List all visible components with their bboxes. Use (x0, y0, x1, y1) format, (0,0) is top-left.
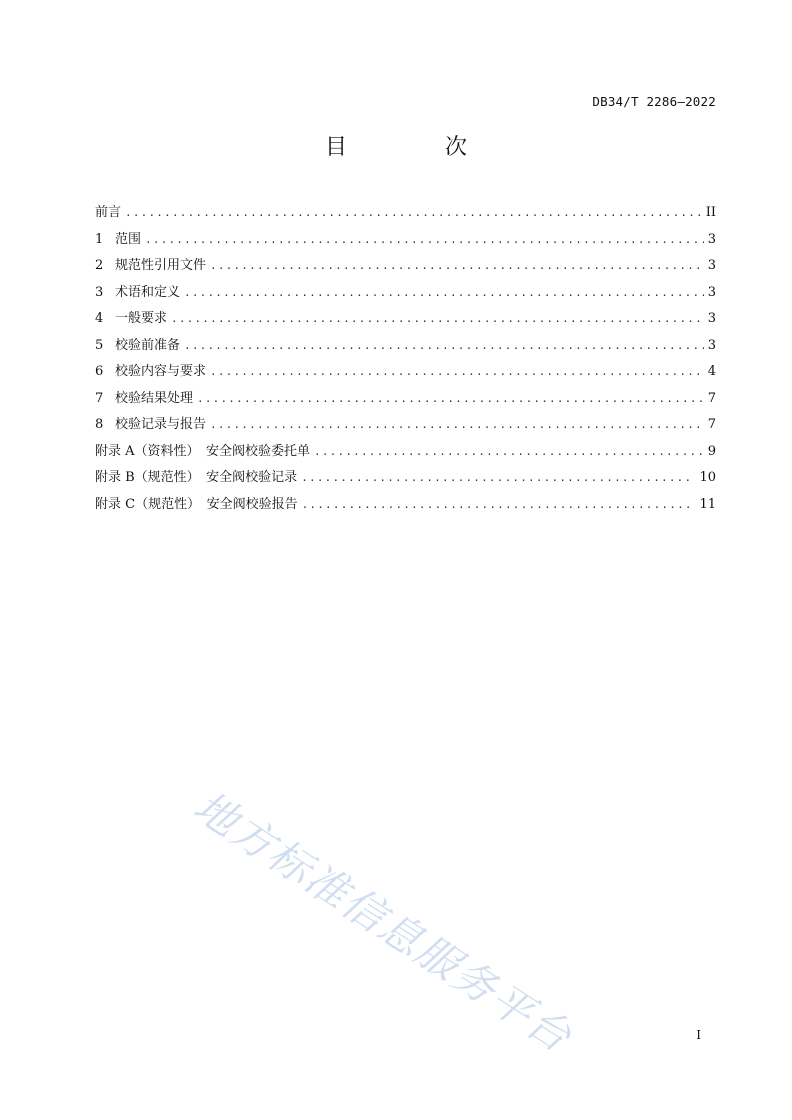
toc-entry-page: 3 (707, 311, 716, 326)
toc-leader-dots (184, 333, 704, 360)
toc-entry-page: 3 (707, 258, 716, 273)
toc-entry-page: 9 (707, 443, 716, 459)
document-code: DB34/T 2286—2022 (592, 94, 716, 109)
toc-entry-label: 校验结果处理 (115, 390, 194, 406)
toc-entry-page: 3 (707, 284, 716, 300)
toc-entry-foreword[interactable] (95, 200, 716, 227)
toc-entry-label: 前言 (95, 205, 122, 220)
toc-entry-appendix-b[interactable] (95, 465, 716, 492)
toc-entry-page: 7 (707, 390, 716, 406)
toc-leader-dots (301, 465, 695, 492)
toc-leader-dots (210, 412, 704, 439)
toc-entry-7[interactable] (95, 386, 716, 413)
toc-leader-dots (171, 306, 704, 333)
toc-entry-number: 2 (95, 258, 104, 273)
toc-entry-number: 5 (95, 337, 104, 353)
toc-entry-appendix-c[interactable] (95, 492, 716, 519)
toc-entry-6[interactable] (95, 359, 716, 386)
toc-entry-page: 11 (699, 496, 716, 512)
toc-entry-number: 6 (95, 364, 104, 379)
toc-entry-page: 3 (707, 231, 716, 247)
toc-entry-number: 7 (95, 390, 104, 406)
toc-entry-5[interactable] (95, 333, 716, 360)
toc-entry-number: 8 (95, 417, 104, 432)
toc-entry-number: 3 (95, 284, 104, 300)
toc-entry-page: II (705, 205, 716, 220)
toc-leader-dots (197, 386, 704, 413)
toc-entry-page: 3 (707, 337, 716, 353)
toc-leader-dots (210, 253, 704, 280)
toc-leader-dots (302, 492, 696, 519)
toc-entry-label: 附录 A（资料性） 安全阀校验委托单 (95, 443, 311, 459)
toc-entry-3[interactable] (95, 280, 716, 307)
toc-leader-dots (210, 359, 704, 386)
toc-entry-number: 1 (95, 231, 104, 247)
page-title: 目 次 (324, 135, 505, 160)
watermark-text: 地方标准信息服务平台 (185, 781, 582, 1063)
toc-entry-label: 范围 (115, 231, 142, 247)
toc-entry-label: 校验内容与要求 (115, 364, 207, 379)
toc-leader-dots (125, 200, 702, 227)
page-number: I (696, 1028, 701, 1042)
toc-entry-number: 4 (95, 311, 104, 326)
table-of-contents (95, 200, 716, 518)
toc-entry-label: 规范性引用文件 (115, 258, 207, 273)
toc-entry-2[interactable] (95, 253, 716, 280)
toc-entry-label: 一般要求 (115, 311, 168, 326)
toc-leader-dots (184, 280, 704, 307)
toc-entry-label: 校验前准备 (115, 337, 181, 353)
toc-entry-label: 术语和定义 (115, 284, 181, 300)
toc-entry-label: 附录 C（规范性） 安全阀校验报告 (95, 496, 298, 512)
toc-leader-dots (314, 439, 704, 466)
toc-entry-page: 7 (707, 417, 716, 432)
toc-entry-page: 10 (699, 470, 716, 485)
toc-entry-4[interactable] (95, 306, 716, 333)
toc-leader-dots (145, 227, 704, 254)
toc-entry-label: 附录 B（规范性） 安全阀校验记录 (95, 470, 298, 485)
toc-entry-8[interactable] (95, 412, 716, 439)
toc-entry-1[interactable] (95, 227, 716, 254)
toc-entry-appendix-a[interactable] (95, 439, 716, 466)
toc-entry-label: 校验记录与报告 (115, 417, 207, 432)
toc-entry-page: 4 (707, 364, 716, 379)
